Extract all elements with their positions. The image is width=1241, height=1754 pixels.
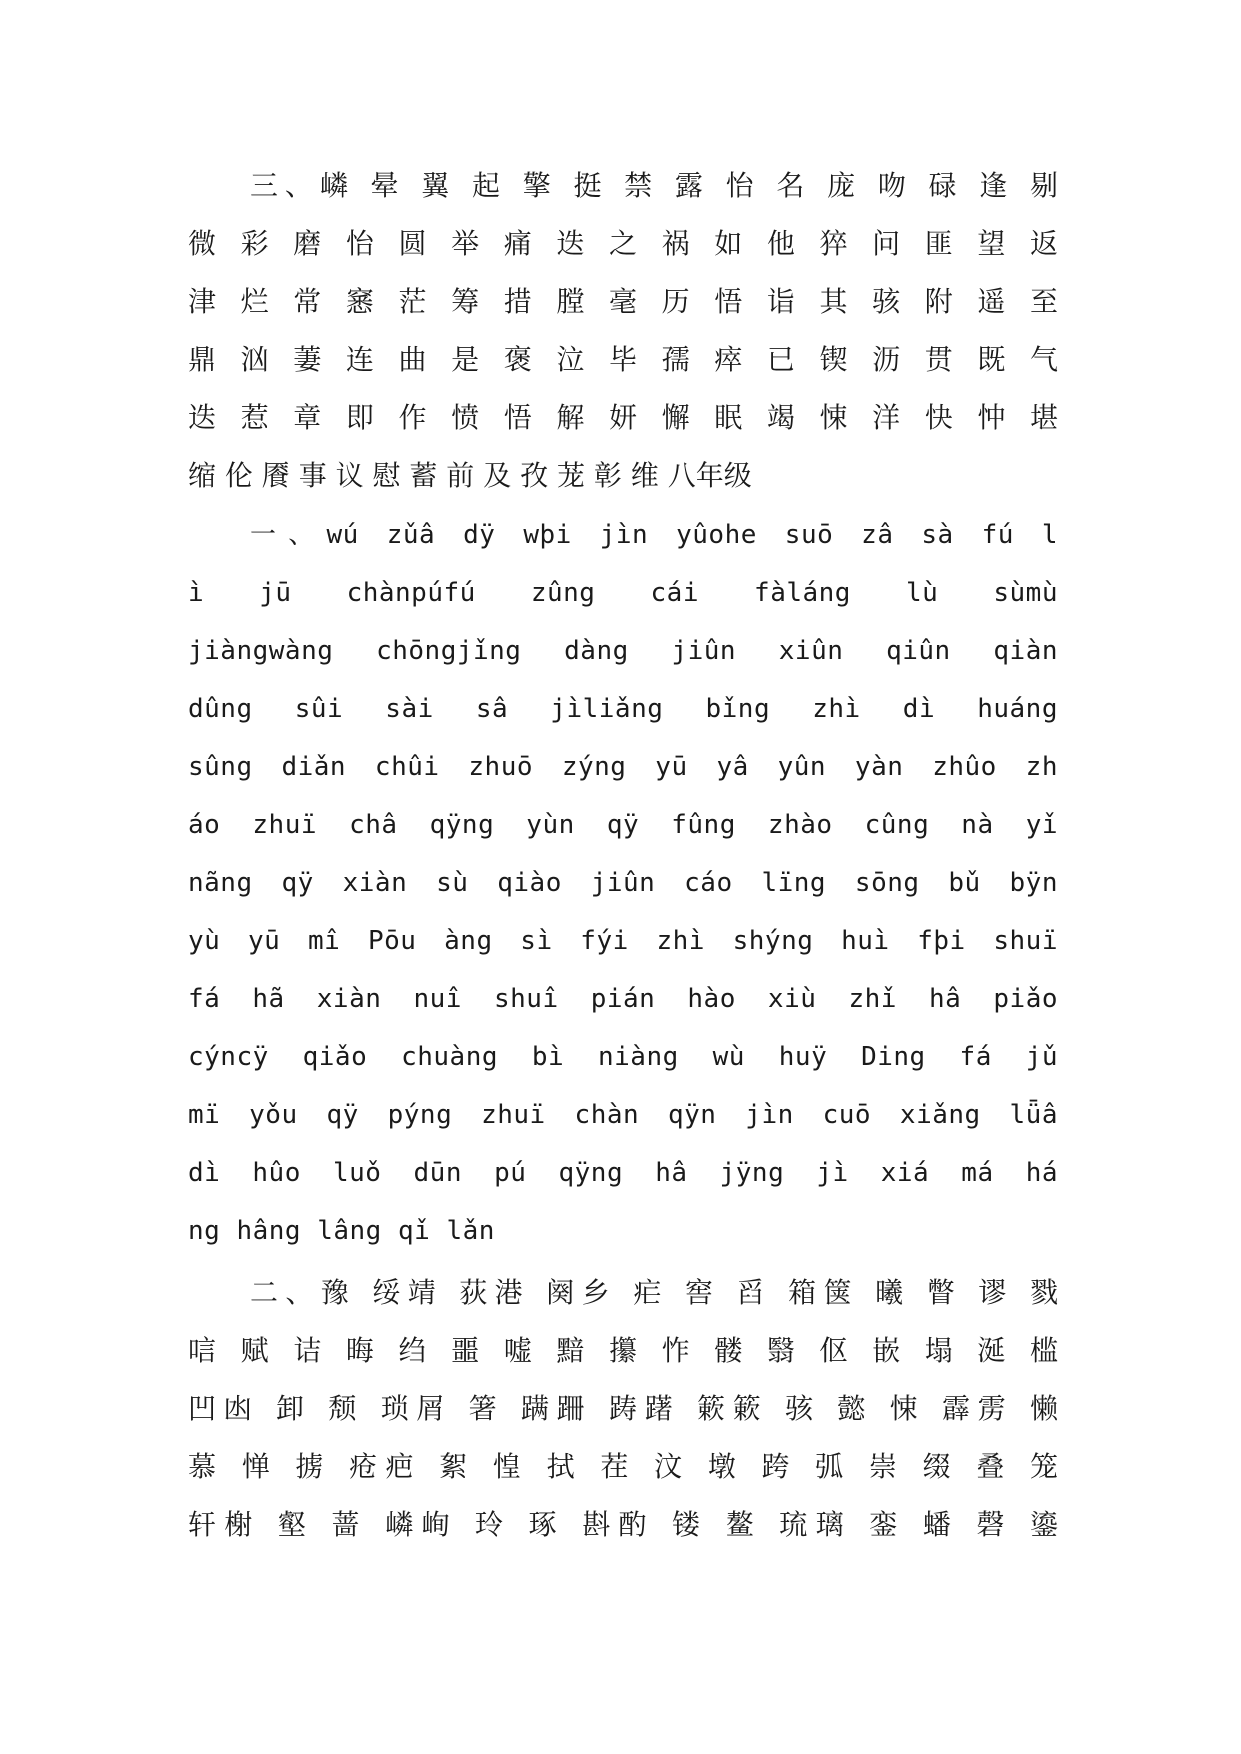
text-line: 凹凼 卸 颓 琐屑 箸 蹒跚 踌躇 簌簌 骇 懿 悚 霹雳 懒 xyxy=(188,1392,1058,1425)
text-line: 轩榭 壑 蔷 嶙峋 玲 琢 斟酌 镂 鳌 琉璃 銮 蟠 磬 鎏 xyxy=(188,1508,1058,1541)
text-line: dûng sûi sài sâ jìliǎng bǐng zhì dì huáng xyxy=(188,694,1058,724)
text-line: fá hã xiàn nuî shuî pián hào xiù zhǐ hâ piǎo xyxy=(188,984,1058,1014)
text-line: 微 彩 磨 怡 圆 举 痛 迭 之 祸 如 他 猝 问 匪 望 返 xyxy=(188,227,1058,260)
text-line: áo zhuï châ qÿng yùn qÿ fûng zhào cûng nà yǐ xyxy=(188,810,1058,840)
text-line: sûng diǎn chûi zhuō zýng yū yâ yûn yàn zhûo zh xyxy=(188,752,1058,782)
text-line: jiàngwàng chōngjǐng dàng jiûn xiûn qiûn qiàn xyxy=(188,636,1058,666)
text-line: 唁 赋 诘 晦 绉 噩 嘘 黯 攥 怍 髅 翳 伛 嵌 塌 涎 槛 xyxy=(188,1334,1058,1367)
text-line: 迭 惹 章 即 作 愤 悟 解 妍 懈 眠 竭 悚 洋 快 忡 堪 xyxy=(188,401,1058,434)
text-line: mï yǒu qÿ pýng zhuï chàn qÿn jìn cuō xiǎng lǖâ xyxy=(188,1100,1058,1130)
text-line: 二、豫 绥靖 荻港 阕乡 疟 窖 舀 箱箧 曦 瞥 谬 戮 xyxy=(250,1276,1058,1309)
text-line: ng hâng lâng qǐ lǎn xyxy=(188,1216,495,1246)
text-line: nãng qÿ xiàn sù qiào jiûn cáo lïng sōng bǔ bÿn xyxy=(188,868,1058,898)
text-line: 津 烂 常 窸 茫 筹 措 膛 毫 历 悟 诣 其 骇 附 遥 至 xyxy=(188,285,1058,318)
section-two-vocabulary xyxy=(188,1264,1058,1554)
text-line: 三、嶙 晕 翼 起 擎 挺 禁 露 怡 名 庞 吻 碌 逢 剔 xyxy=(250,169,1058,202)
text-line: 一、wú zǔâ dÿ wþi jìn yûohe suō zâ sà fú l xyxy=(250,520,1058,550)
text-line: cýncÿ qiǎo chuàng bì niàng wù huÿ Ding fá jǔ xyxy=(188,1042,1058,1072)
text-line: dì hûo luǒ dūn pú qÿng hâ jÿng jì xiá má há xyxy=(188,1158,1058,1188)
section-three-vocabulary xyxy=(188,157,1058,505)
section-one-pinyin xyxy=(188,506,1058,1260)
text-line: 慕 惮 掳 疮疤 絮 惶 拭 茬 汶 墩 跨 弧 崇 缀 叠 笼 xyxy=(188,1450,1058,1483)
text-line: ì jū chànpúfú zûng cái fàláng lù sùmù xyxy=(188,578,1058,608)
text-line: 缩 伦 餍 事 议 慰 蓄 前 及 孜 茏 彰 维 八年级 xyxy=(188,459,752,492)
text-line: yù yū mî Pōu àng sì fýi zhì shýng huì fþi shuï xyxy=(188,926,1058,956)
text-line: 鼎 汹 萋 连 曲 是 褒 泣 毕 孺 瘁 已 锲 沥 贯 既 气 xyxy=(188,343,1058,376)
